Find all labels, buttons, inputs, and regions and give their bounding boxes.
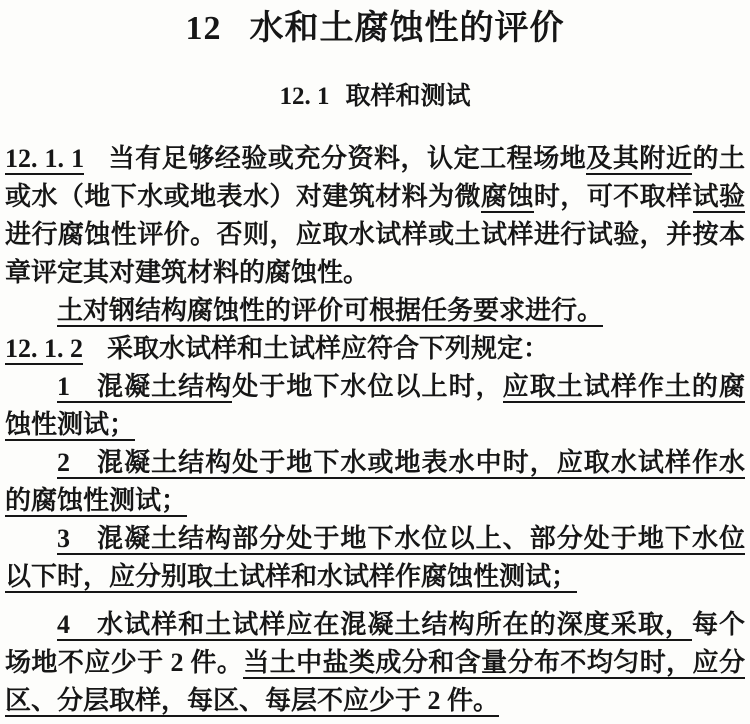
text-segment: 的土 [692, 144, 745, 173]
text-segment: 当土中盐类成分和含量分布不均匀时，应分 [243, 648, 745, 677]
section-number: 12. 1 [279, 83, 330, 110]
item-4-line-1 [5, 606, 745, 644]
text-segment: 区、分层取样，每区、每层不应少于 2 件。 [5, 686, 500, 715]
text-segment: 及其附近 [586, 144, 693, 173]
item-number: 2 [57, 448, 96, 479]
text-segment: 混凝土结构部分处于地下水位以上、部分处于地下水位 [96, 524, 745, 553]
text-segment: 土对钢结构腐蚀性的评价可根据任务要求进行。 [57, 296, 604, 325]
text-segment: 处于地下水位以上时， [232, 372, 503, 401]
clause-number: 12. 1. 1 [5, 144, 85, 173]
text-segment: 以下时，应分别取土试样和水试样作腐蚀性测试； [5, 562, 578, 591]
section-heading-text: 取样和测试 [345, 83, 471, 110]
item-number: 3 [57, 524, 96, 555]
text-segment: 或水（地下水或地表水）对建筑材料为微 [5, 182, 481, 211]
chapter-title [0, 8, 750, 50]
text-segment: 采取水试样和土试样应符合下列规定： [107, 334, 550, 363]
clause-number: 12. 1. 2 [5, 334, 83, 363]
text-segment: 每个 [691, 610, 745, 639]
item-2-line-2 [5, 482, 745, 520]
section-heading [0, 82, 750, 112]
item-3-line-1 [5, 520, 745, 558]
text-segment: 混凝土结构处于地下水或地表水中时，应取水试样作水 [96, 448, 745, 477]
text-segment: 场地不应少于 2 件。 [5, 648, 244, 677]
document-body [0, 140, 750, 720]
clause-12-1-1-line-5 [5, 292, 745, 330]
item-number: 1 [57, 372, 96, 403]
text-segment: 时，可不取样 [533, 182, 693, 211]
text-segment: 进行腐蚀性评价。否则，应取水试样或土试样进行试验，并按本 [5, 220, 745, 249]
text-segment: 混凝土结构 [96, 372, 233, 401]
clause-12-1-1-line-2 [5, 178, 745, 216]
chapter-number: 12 [185, 10, 222, 47]
clause-12-1-1-line-4 [5, 254, 745, 292]
item-1-line-2 [5, 406, 745, 444]
text-segment: 试验 [692, 182, 745, 211]
text-segment: 水试样和土试样应在混凝土结构所在的深度采取， [96, 610, 692, 639]
item-number: 4 [57, 610, 96, 641]
clause-12-1-2-line-1 [5, 330, 745, 368]
text-segment: 应取土试样作土的腐 [502, 372, 745, 401]
text-segment: 的腐蚀性测试； [5, 486, 188, 515]
text-segment: 腐蚀 [480, 182, 534, 211]
text-segment: 当有足够经验或充分资料，认定工程场地 [108, 144, 587, 173]
clause-12-1-1-line-3 [5, 216, 745, 254]
item-1-line-1 [5, 368, 745, 406]
text-segment: 蚀性测试； [5, 410, 136, 439]
clause-12-1-1-line-1 [5, 140, 745, 178]
item-3-line-2 [5, 558, 745, 596]
item-2-line-1 [5, 444, 745, 482]
chapter-title-text: 水和土腐蚀性的评价 [249, 10, 565, 47]
item-4-line-3 [5, 682, 745, 720]
text-segment: 章评定其对建筑材料的腐蚀性。 [5, 258, 370, 287]
item-4-line-2 [5, 644, 745, 682]
